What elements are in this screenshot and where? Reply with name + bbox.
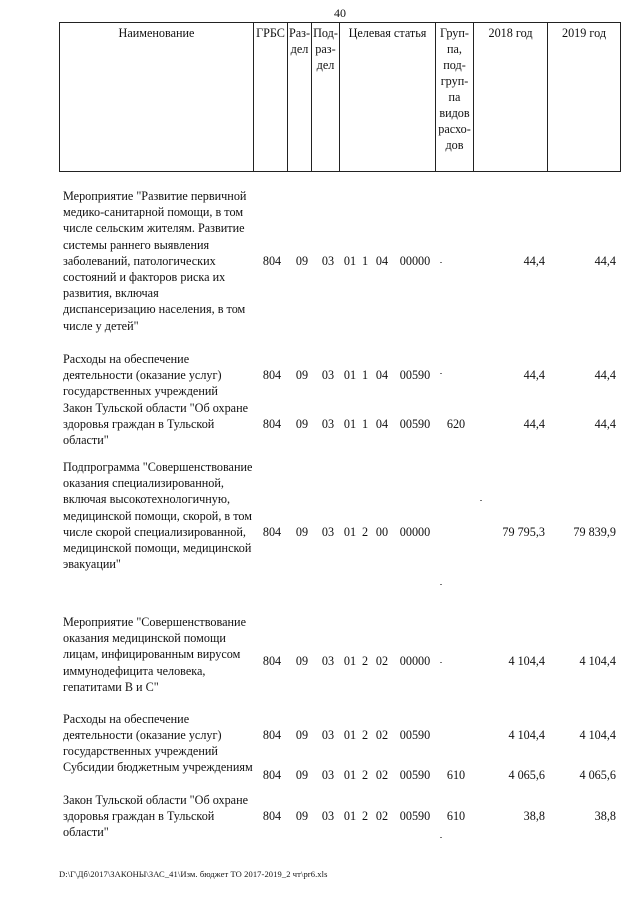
row-value-2019: 4 104,4 bbox=[579, 728, 616, 742]
page-number: 40 bbox=[334, 6, 346, 20]
row-ts-direction: 00590 bbox=[399, 768, 431, 782]
row-value-2018: 4 104,4 bbox=[508, 728, 545, 742]
row-ts-subprogram: 2 bbox=[361, 654, 369, 668]
row-gruppa: 620 bbox=[446, 417, 466, 431]
row-podrazdel: 03 bbox=[321, 417, 335, 431]
row-ts-direction: 00590 bbox=[399, 728, 431, 742]
row-name: Закон Тульской области "Об охране здоровья граждан в Тульской области" bbox=[63, 793, 249, 840]
row-ts-program: 01 bbox=[343, 728, 357, 742]
row-grbs: 804 bbox=[262, 728, 282, 742]
row-ts-program: 01 bbox=[343, 525, 357, 539]
row-ts-event: 02 bbox=[375, 809, 389, 823]
row-value-2018: 4 065,6 bbox=[508, 768, 545, 782]
header-podrazdel: Под- раз- дел bbox=[312, 23, 340, 171]
row-podrazdel: 03 bbox=[321, 728, 335, 742]
row-razdel: 09 bbox=[295, 728, 309, 742]
row-ts-subprogram: 2 bbox=[361, 525, 369, 539]
row-ts-subprogram: 1 bbox=[361, 368, 369, 382]
row-razdel: 09 bbox=[295, 654, 309, 668]
header-gruppa: Груп- па, под- груп- па видов расхо- дов bbox=[436, 23, 474, 171]
row-name: Расходы на обеспечение деятельности (оказание услуг) государственных учреждений bbox=[63, 352, 222, 399]
scan-speck bbox=[440, 373, 442, 374]
row-value-2019: 44,4 bbox=[594, 368, 616, 382]
row-razdel: 09 bbox=[295, 809, 309, 823]
row-ts-event: 04 bbox=[375, 417, 389, 431]
row-ts-subprogram: 2 bbox=[361, 809, 369, 823]
header-razdel: Раз- дел bbox=[288, 23, 312, 171]
row-ts-subprogram: 1 bbox=[361, 254, 369, 268]
row-podrazdel: 03 bbox=[321, 809, 335, 823]
row-ts-event: 02 bbox=[375, 768, 389, 782]
header-2018: 2018 год bbox=[474, 23, 548, 171]
row-ts-program: 01 bbox=[343, 254, 357, 268]
row-ts-event: 02 bbox=[375, 654, 389, 668]
row-ts-direction: 00000 bbox=[399, 654, 431, 668]
row-ts-program: 01 bbox=[343, 368, 357, 382]
row-podrazdel: 03 bbox=[321, 254, 335, 268]
row-ts-direction: 00000 bbox=[399, 525, 431, 539]
file-path-footer: D:\Г\Дб\2017\ЗАКОНЫ\ЗАС_41\Изм. бюджет ТО 2017-2019_2 чт\pr6.xls bbox=[59, 869, 328, 879]
row-name: Подпрограмма "Совершенствование оказания специализированной, включая высокотехнологичную, медицинской помощи, скорой, в том числе скорой специализированной, медицинской помощи, медицинской эвакуации" bbox=[63, 460, 253, 572]
row-name: Закон Тульской области "Об охране здоровья граждан в Тульской области" bbox=[63, 401, 249, 448]
row-grbs: 804 bbox=[262, 654, 282, 668]
scan-speck bbox=[440, 662, 442, 663]
row-razdel: 09 bbox=[295, 768, 309, 782]
row-name: Мероприятие "Развитие первичной медико-санитарной помощи, в том числе сельским жителям. Развитие системы раннего выявления заболеваний, патологических состояний и факторов риска их развития, включая диспансеризацию населения, в том числе у детей" bbox=[63, 189, 247, 333]
row-ts-event: 04 bbox=[375, 368, 389, 382]
scan-speck bbox=[440, 837, 442, 838]
row-ts-event: 04 bbox=[375, 254, 389, 268]
row-gruppa: 610 bbox=[446, 768, 466, 782]
header-grbs: ГРБС bbox=[254, 23, 288, 171]
row-grbs: 804 bbox=[262, 254, 282, 268]
row-podrazdel: 03 bbox=[321, 654, 335, 668]
row-podrazdel: 03 bbox=[321, 368, 335, 382]
header-name: Наименование bbox=[60, 23, 254, 171]
row-ts-direction: 00590 bbox=[399, 368, 431, 382]
row-razdel: 09 bbox=[295, 417, 309, 431]
row-ts-direction: 00590 bbox=[399, 809, 431, 823]
row-value-2019: 79 839,9 bbox=[573, 525, 616, 539]
scan-speck bbox=[440, 262, 442, 263]
header-2019: 2019 год bbox=[561, 26, 607, 40]
row-value-2018: 38,8 bbox=[523, 809, 545, 823]
row-value-2018: 44,4 bbox=[523, 417, 545, 431]
row-value-2018: 79 795,3 bbox=[502, 525, 545, 539]
row-ts-direction: 00590 bbox=[399, 417, 431, 431]
row-value-2018: 4 104,4 bbox=[508, 654, 545, 668]
row-grbs: 804 bbox=[262, 368, 282, 382]
scan-speck bbox=[480, 500, 482, 501]
row-value-2018: 44,4 bbox=[523, 254, 545, 268]
row-ts-program: 01 bbox=[343, 768, 357, 782]
row-ts-program: 01 bbox=[343, 809, 357, 823]
row-value-2019: 44,4 bbox=[594, 417, 616, 431]
row-ts-program: 01 bbox=[343, 417, 357, 431]
row-value-2019: 4 065,6 bbox=[579, 768, 616, 782]
row-grbs: 804 bbox=[262, 768, 282, 782]
row-gruppa: 610 bbox=[446, 809, 466, 823]
table-header bbox=[59, 22, 621, 172]
row-podrazdel: 03 bbox=[321, 768, 335, 782]
row-ts-subprogram: 2 bbox=[361, 728, 369, 742]
row-value-2019: 38,8 bbox=[594, 809, 616, 823]
row-value-2019: 4 104,4 bbox=[579, 654, 616, 668]
row-name: Расходы на обеспечение деятельности (оказание услуг) государственных учреждений bbox=[63, 712, 222, 759]
header-tselevaya-statya: Целевая статья bbox=[340, 23, 436, 171]
row-ts-direction: 00000 bbox=[399, 254, 431, 268]
row-ts-event: 02 bbox=[375, 728, 389, 742]
row-razdel: 09 bbox=[295, 254, 309, 268]
row-razdel: 09 bbox=[295, 525, 309, 539]
row-grbs: 804 bbox=[262, 809, 282, 823]
row-value-2019: 44,4 bbox=[594, 254, 616, 268]
row-razdel: 09 bbox=[295, 368, 309, 382]
row-ts-subprogram: 1 bbox=[361, 417, 369, 431]
row-name: Мероприятие "Совершенствование оказания медицинской помощи лицам, инфицированным вирусом иммунодефицита человека, гепатитами В и С" bbox=[63, 615, 246, 694]
row-ts-event: 00 bbox=[375, 525, 389, 539]
scan-speck bbox=[440, 584, 442, 585]
row-ts-subprogram: 2 bbox=[361, 768, 369, 782]
row-ts-program: 01 bbox=[343, 654, 357, 668]
row-grbs: 804 bbox=[262, 417, 282, 431]
row-podrazdel: 03 bbox=[321, 525, 335, 539]
row-grbs: 804 bbox=[262, 525, 282, 539]
row-value-2018: 44,4 bbox=[523, 368, 545, 382]
row-name: Субсидии бюджетным учреждениям bbox=[63, 760, 253, 774]
